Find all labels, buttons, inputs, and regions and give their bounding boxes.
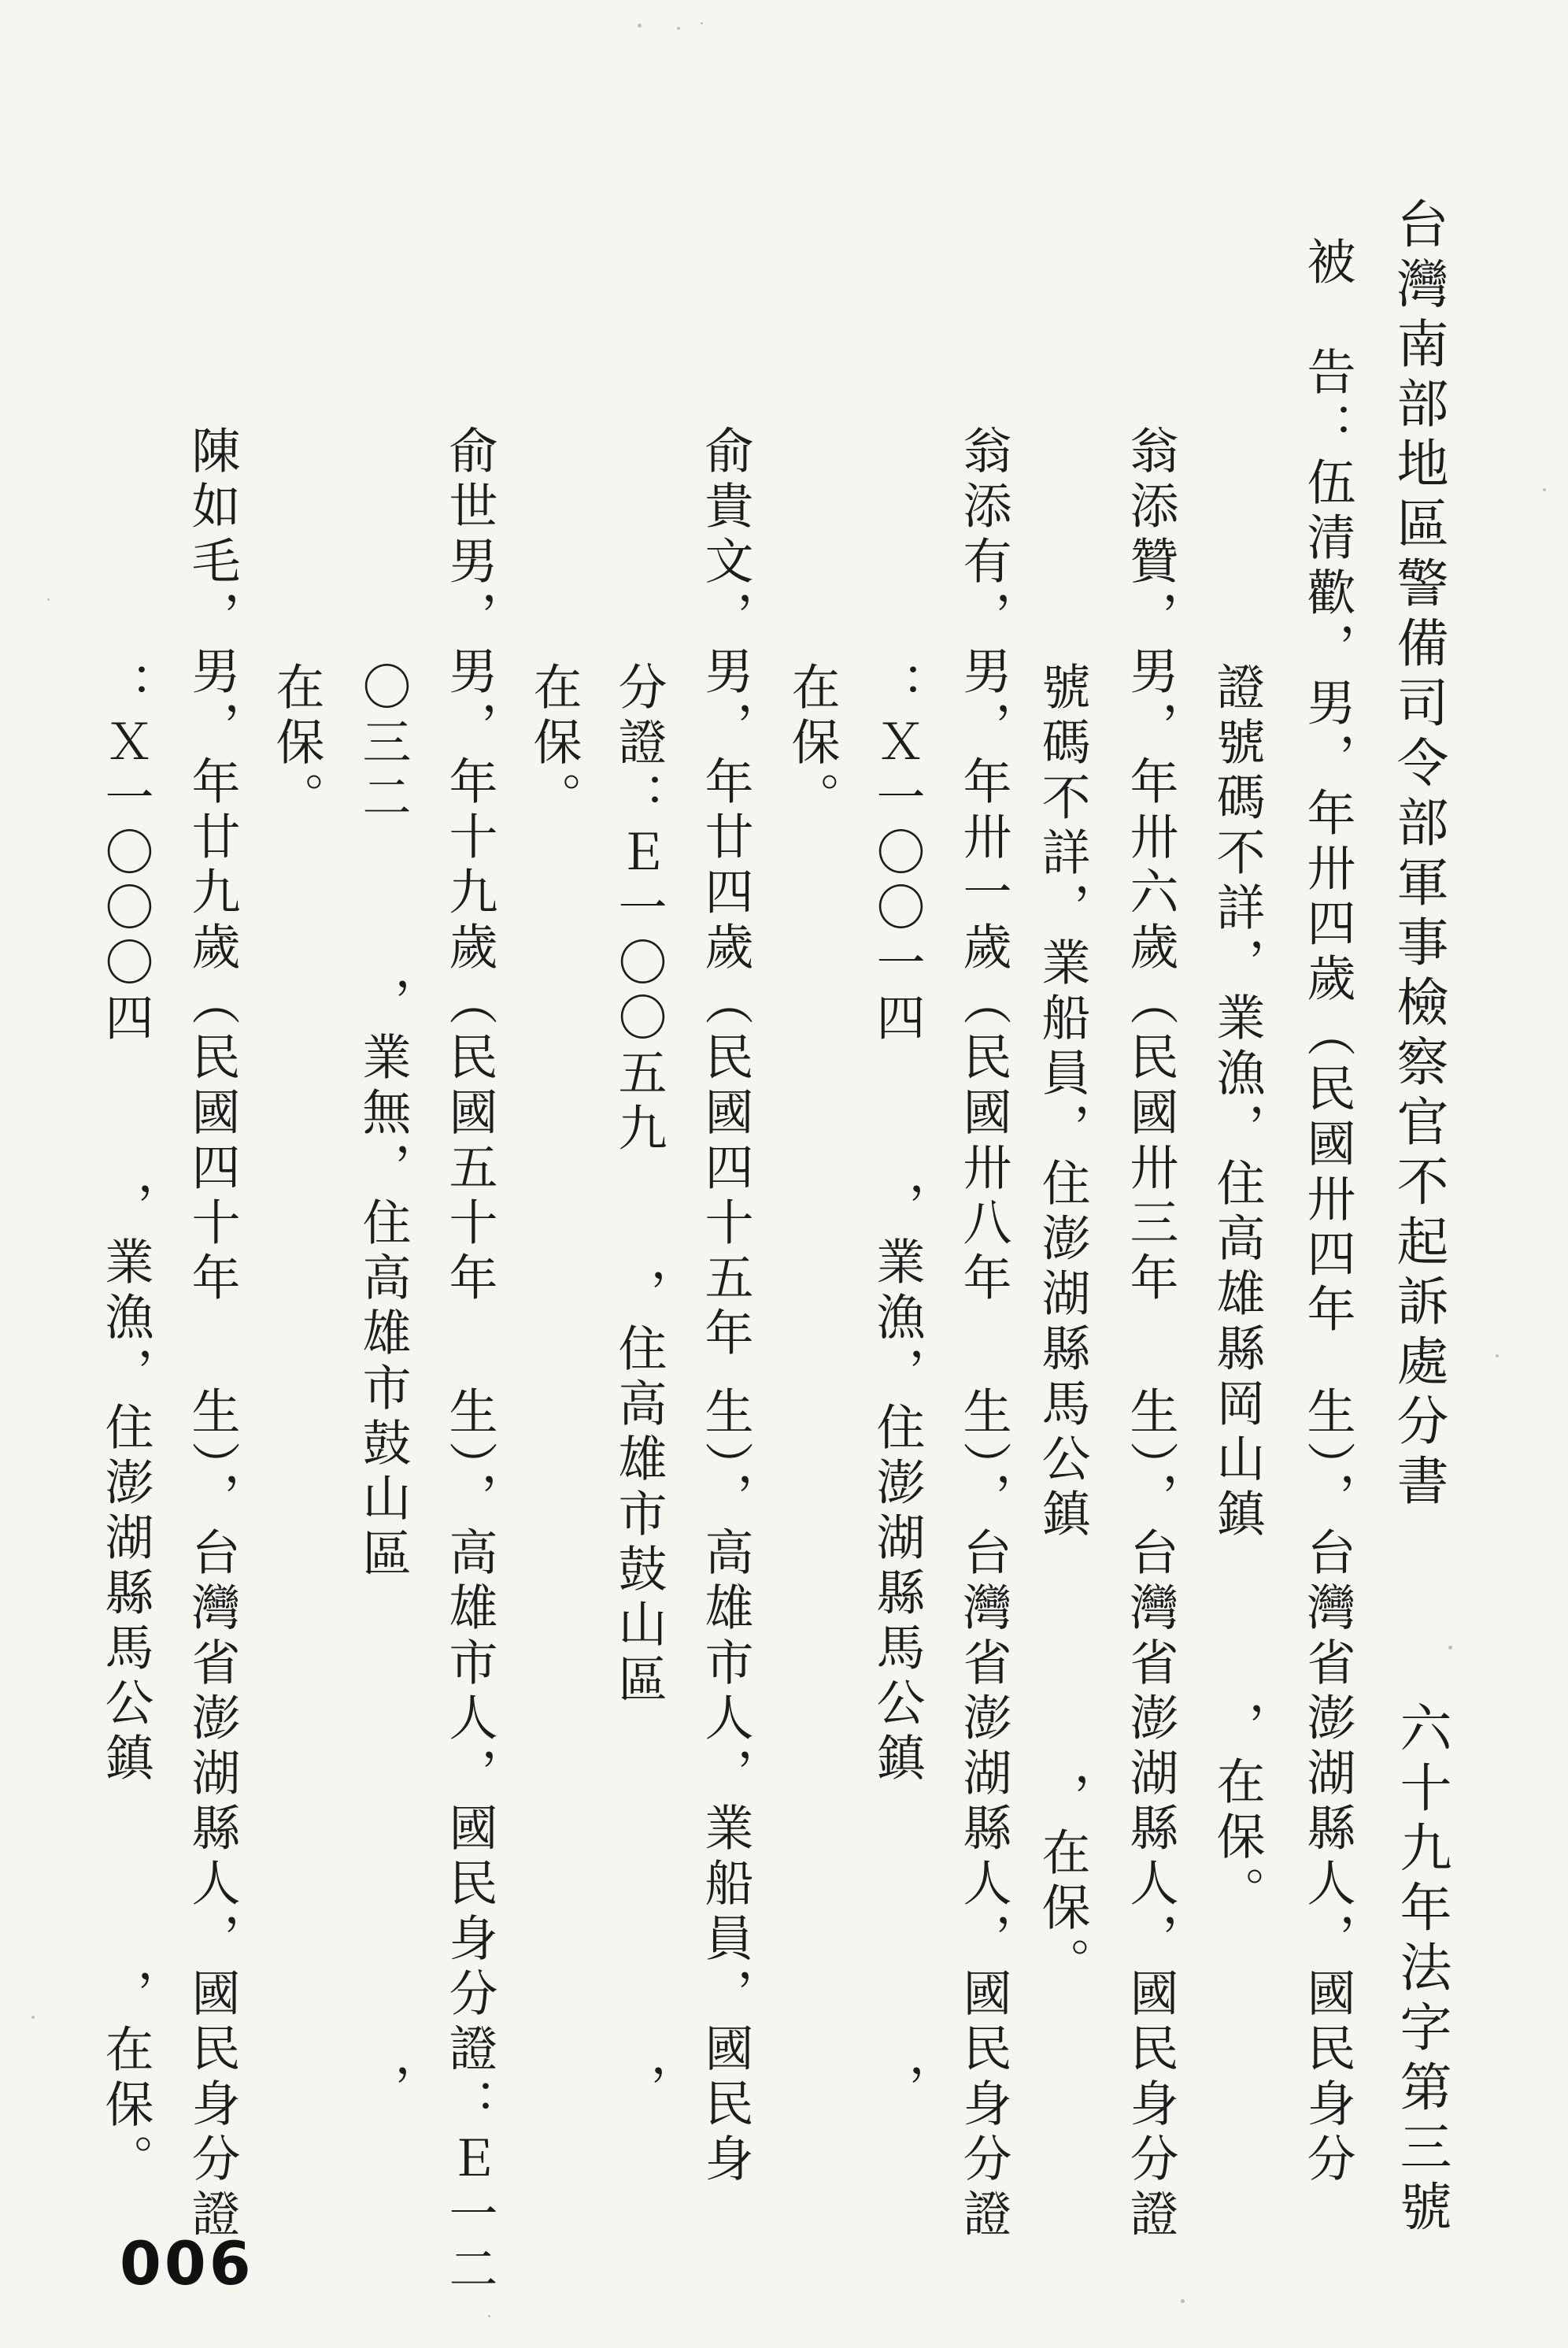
page-number: 006 — [120, 2228, 254, 2298]
column-15-part2: ，業漁，住澎湖縣馬公鎮 — [97, 1181, 154, 1787]
column-4-part2: ，在保。 — [1034, 1772, 1091, 1992]
noise-speck — [677, 27, 680, 30]
noise-speck — [1448, 1646, 1452, 1650]
column-2-part1: 證號碼不詳，業漁，住高雄縣岡山鎮 — [1208, 606, 1266, 1543]
noise-speck — [701, 22, 703, 24]
column-9-part3: ， — [610, 2063, 668, 2118]
column-13-part1: 在保。 — [268, 606, 325, 827]
document-title-text: 台灣南部地區警備司令部軍事檢察官不起訴處分書 — [1388, 197, 1448, 1513]
noise-speck — [1496, 1354, 1499, 1357]
column-15-part3: ，在保。 — [97, 1968, 154, 2189]
column-10-part1: 在保。 — [525, 606, 582, 827]
column-3-part1: 翁添贊，男，年卅六歲（民國卅三年 — [1122, 425, 1179, 1307]
column-6-part2: ，業漁，住澎湖縣馬公鎮 — [868, 1181, 926, 1787]
noise-speck — [488, 2315, 490, 2317]
column-14-part1: 陳如毛，男，年廿九歲（民國四十年 — [183, 425, 241, 1307]
column-8-part1: 俞貴文，男，年廿四歲（民國四十五年 — [697, 425, 754, 1362]
column-14-part2: 生），台灣省澎湖縣人，國民身分證 — [183, 1386, 241, 2243]
column-12-part1: 〇三二 — [354, 606, 412, 827]
noise-speck — [1181, 2299, 1185, 2303]
column-9-part1: 分證：Ｅ一〇〇五九 — [610, 606, 668, 1157]
noise-speck — [47, 598, 50, 601]
column-4-part1: 號碼不詳，業船員，住澎湖縣馬公鎮 — [1034, 606, 1091, 1543]
column-12-part3: ， — [354, 2063, 412, 2118]
column-1-part1: 被 告：伍清歡，男，年卅四歲（民國卅四年 — [1299, 236, 1356, 1339]
noise-speck — [638, 24, 642, 28]
column-6-part3: ， — [868, 2063, 926, 2118]
column-11-part2: 生），高雄市人，國民身分證：Ｅ一二 — [441, 1386, 498, 2298]
column-5-part1: 翁添有，男，年卅一歲（民國卅八年 — [955, 425, 1012, 1307]
column-3-part2: 生），台灣省澎湖縣人，國民身分證 — [1122, 1386, 1179, 2243]
column-5-part2: 生），台灣省澎湖縣人，國民身分證 — [955, 1386, 1012, 2243]
column-7-part1: 在保。 — [783, 606, 841, 827]
column-15-part1: ：Ｘ一〇〇〇四 — [97, 606, 154, 1047]
column-6-part1: ：Ｘ一〇〇一四 — [868, 606, 926, 1047]
column-2-part2: ，在保。 — [1208, 1701, 1266, 1921]
column-9-part2: ，住高雄市鼓山區 — [610, 1268, 668, 1709]
column-8-part2: 生），高雄市人，業船員，國民身 — [697, 1386, 754, 2188]
noise-speck — [1543, 488, 1546, 491]
noise-speck — [31, 2016, 35, 2019]
column-12-part2: ，業無，住高雄市鼓山區 — [354, 976, 412, 1583]
case-number: 六十九年法字第三號 — [1391, 1701, 1452, 2239]
column-1-part2: 生），台灣省澎湖縣人，國民身分 — [1299, 1386, 1356, 2188]
column-11-part1: 俞世男，男，年十九歲（民國五十年 — [441, 425, 498, 1307]
